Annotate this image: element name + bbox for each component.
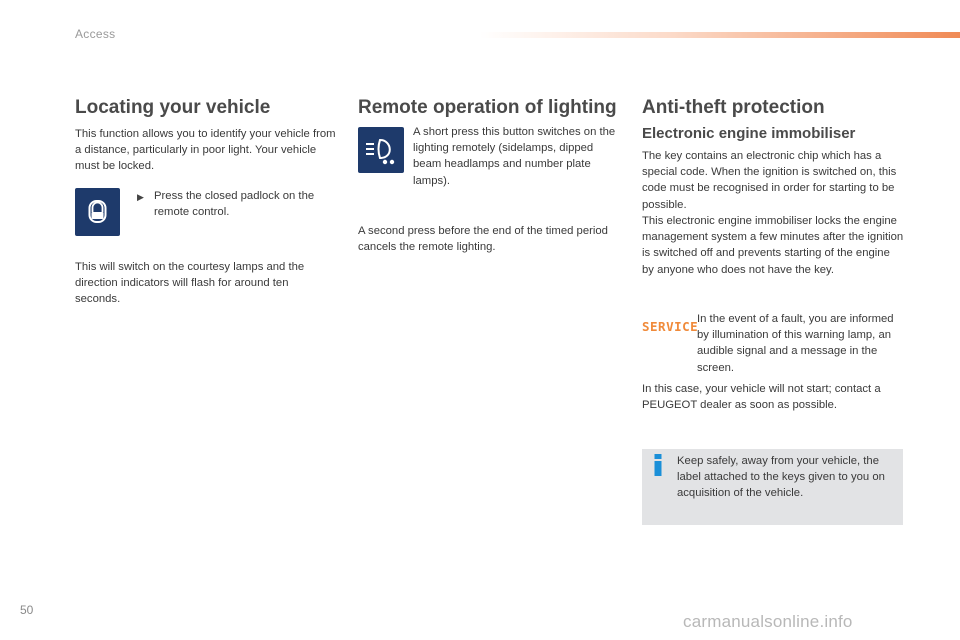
info-note-text: Keep safely, away from your vehicle, the label attached to the keys given to you on acquisition of the vehicle.	[677, 455, 885, 500]
anti-theft-title: Anti-theft protection	[642, 97, 825, 118]
section-label: Access	[75, 27, 116, 41]
padlock-button-icon	[75, 188, 120, 236]
header-gradient-bar	[480, 32, 960, 38]
remote-lighting-cancel-text: A second press before the end of the timed period cancels the remote lighting.	[358, 225, 608, 254]
fault-warning-text: In the event of a fault, you are informed by illumination of this warning lamp, an audible signal and a message in the screen.	[697, 313, 894, 374]
padlock-instruction-text: Press the closed padlock on the remote control.	[154, 190, 315, 219]
remote-lighting-title: Remote operation of lighting	[358, 97, 617, 118]
watermark-text: carmanualsonline.info	[683, 612, 853, 631]
bullet-arrow-icon: ▶	[137, 192, 144, 202]
locating-intro-text: This function allows you to identify your vehicle from a distance, particularly in poor light. Your vehicle must be locked.	[75, 128, 336, 173]
headlamp-button-icon	[358, 127, 404, 173]
contact-dealer-text: In this case, your vehicle will not start; contact a PEUGEOT dealer as soon as possible.	[642, 383, 881, 412]
immobiliser-subtitle: Electronic engine immobiliser	[642, 125, 856, 142]
info-icon	[653, 454, 663, 476]
immobiliser-chip-text: The key contains an electronic chip which has a special code. When the ignition is switched on, this code must be recognised in order for starting to be possible.	[642, 150, 897, 211]
service-warning-lamp-icon: SERVICE	[642, 319, 699, 334]
locating-result-text: This will switch on the courtesy lamps and the direction indicators will flash for around ten seconds.	[75, 261, 305, 306]
locating-vehicle-title: Locating your vehicle	[75, 97, 271, 118]
immobiliser-lock-text: This electronic engine immobiliser locks the engine management system a few minutes after the ignition is switched off and prevents starting of the engine by anyone who does not have the key.	[642, 215, 904, 276]
page-number: 50	[20, 603, 34, 617]
remote-lighting-description: A short press this button switches on the lighting remotely (sidelamps, dipped beam headlamps and number plate lamps).	[413, 126, 616, 187]
